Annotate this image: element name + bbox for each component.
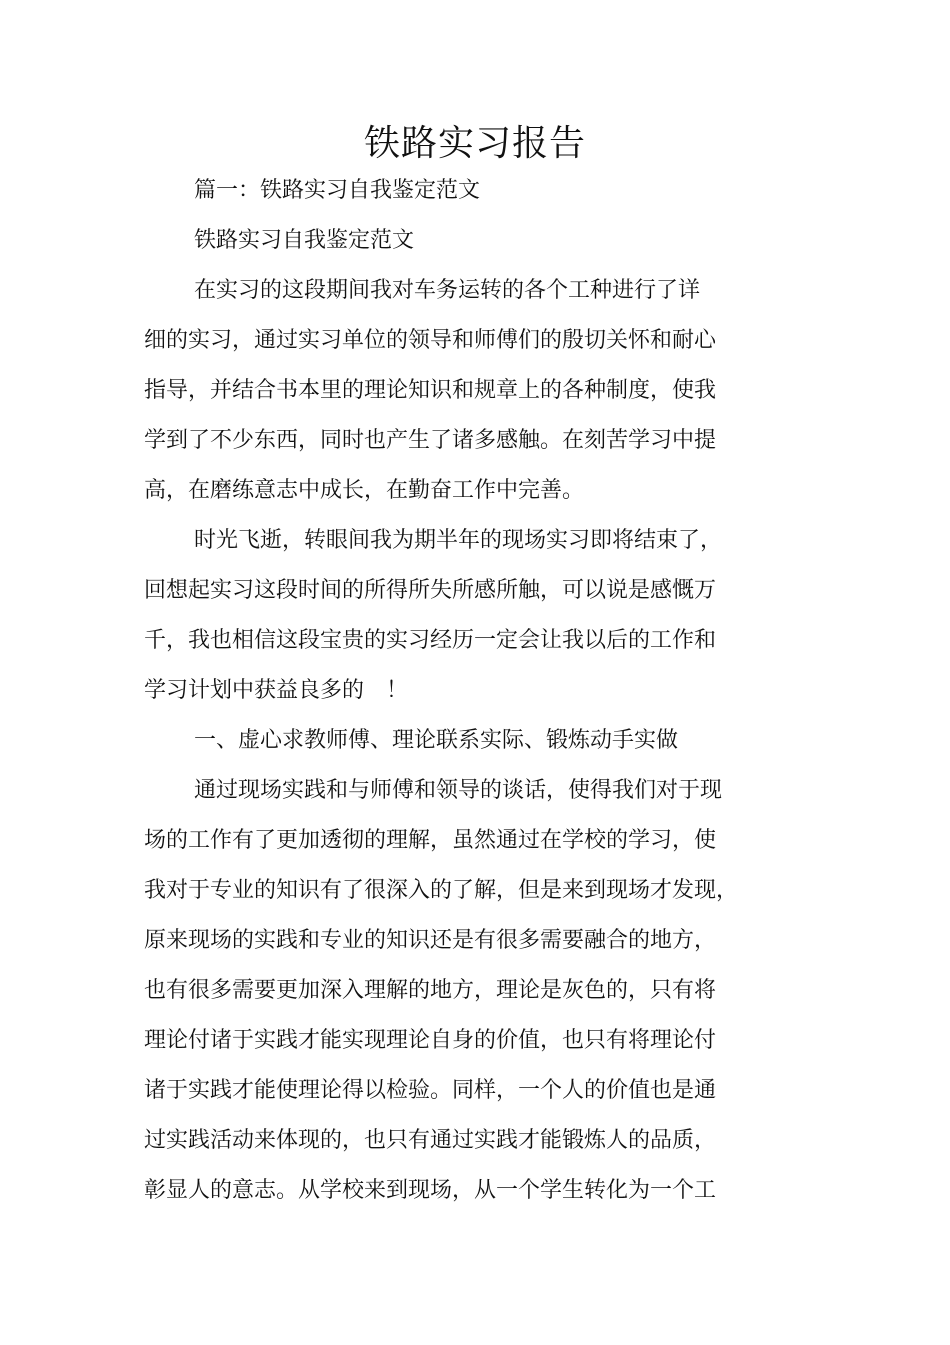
- section-subtitle: 铁路实习自我鉴定范文: [194, 228, 415, 253]
- body-line: 千，我也相信这段宝贵的实习经历一定会让我以后的工作和: [144, 628, 717, 653]
- body-line: 也有很多需要更加深入理解的地方，理论是灰色的，只有将: [144, 978, 717, 1003]
- body-line: 学习计划中获益良多的 ！: [144, 678, 409, 703]
- body-line: 理论付诸于实践才能实现理论自身的价值，也只有将理论付: [144, 1028, 717, 1053]
- body-line: 我对于专业的知识有了很深入的了解，但是来到现场才发现，: [144, 878, 739, 903]
- body-line: 场的工作有了更加透彻的理解，虽然通过在学校的学习，使: [144, 828, 717, 853]
- body-line: 学到了不少东西，同时也产生了诸多感触。在刻苦学习中提: [144, 428, 717, 453]
- document-title: 铁路实习报告: [363, 123, 586, 164]
- body-line: 过实践活动来体现的，也只有通过实践才能锻炼人的品质，: [144, 1128, 717, 1153]
- body-line: 原来现场的实践和专业的知识还是有很多需要融合的地方，: [144, 928, 717, 953]
- body-line: 彰显人的意志。从学校来到现场，从一个学生转化为一个工: [144, 1178, 717, 1203]
- body-line: 诸于实践才能使理论得以检验。同样，一个人的价值也是通: [144, 1078, 717, 1103]
- body-line: 回想起实习这段时间的所得所失所感所触，可以说是感慨万: [144, 578, 717, 603]
- body-line: 时光飞逝，转眼间我为期半年的现场实习即将结束了，: [194, 528, 723, 553]
- body-line: 在实习的这段期间我对车务运转的各个工种进行了详: [194, 278, 701, 303]
- body-line: 指导，并结合书本里的理论知识和规章上的各种制度，使我: [144, 378, 717, 403]
- point-heading: 一、虚心求教师傅、理论联系实际、锻炼动手实做: [194, 728, 679, 753]
- body-line: 通过现场实践和与师傅和领导的谈话，使得我们对于现: [194, 778, 723, 803]
- section-heading: 篇一：铁路实习自我鉴定范文: [194, 178, 481, 203]
- body-line: 细的实习，通过实习单位的领导和师傅们的殷切关怀和耐心: [144, 328, 717, 353]
- body-line: 高，在磨练意志中成长，在勤奋工作中完善。: [144, 478, 585, 503]
